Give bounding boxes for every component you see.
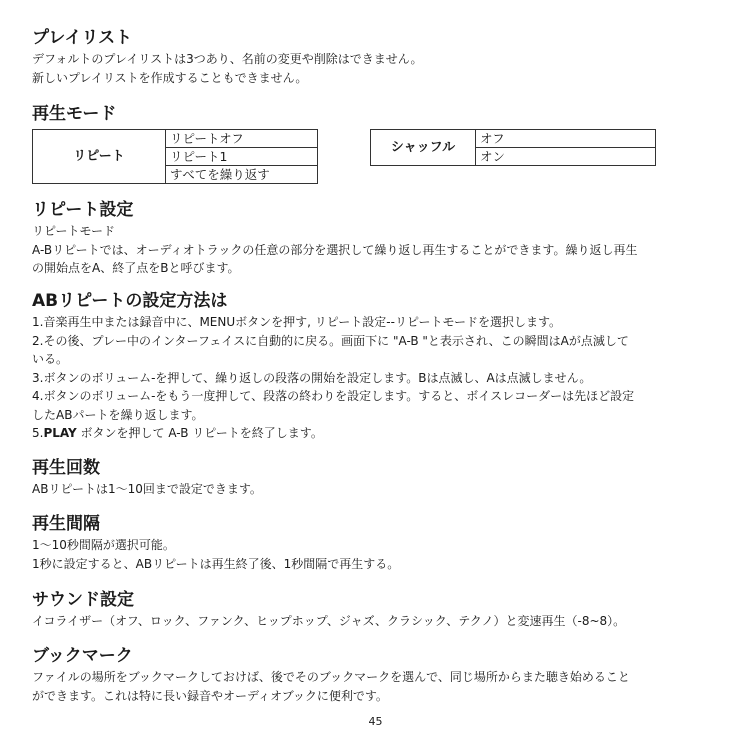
repeat-option-all: すべてを繰り返す bbox=[166, 166, 318, 184]
shuffle-option-on: オン bbox=[476, 148, 656, 166]
ab-howto-step-5 bbox=[32, 424, 727, 443]
ab-howto-step-2: 2.その後、プレー中のインターフェイスに自動的に戻る。画面下に "A-B "と表示され、この瞬間はAが点滅して bbox=[32, 333, 629, 348]
sound-settings-section bbox=[32, 588, 727, 631]
repeat-option-off: リピートオフ bbox=[166, 130, 318, 148]
sound-settings-line-1: イコライザー（オフ、ロック、ファンク、ヒップホップ、ジャズ、クラシック、テクノ）と変速再生（-8~8）。 bbox=[32, 614, 626, 628]
sound-settings-heading: サウンド設定 bbox=[32, 590, 134, 610]
repeat-option-one: リピート1 bbox=[166, 148, 318, 166]
play-interval-section bbox=[32, 512, 727, 573]
play-interval-line-2: 1秒に設定すると、ABリピートは再生終了後、1秒間隔で再生する。 bbox=[32, 556, 400, 571]
repeat-mode-table bbox=[32, 129, 318, 184]
shuffle-table-header: シャッフル bbox=[371, 130, 476, 166]
repeat-table-header: リピート bbox=[33, 130, 166, 184]
repeat-settings-line-1: リピートモード bbox=[32, 224, 116, 238]
bookmark-heading: ブックマーク bbox=[32, 646, 133, 666]
bookmark-line-2: ができます。これは特に長い録音やオーディオブックに便利です。 bbox=[32, 688, 388, 703]
ab-howto-step-4-cont: したABパートを繰り返します。 bbox=[32, 407, 204, 422]
repeat-settings-line-2: A-Bリピートでは、オーディオトラックの任意の部分を選択して繰り返し再生することができます。繰り返し再生 bbox=[32, 242, 638, 257]
play-interval-line-1: 1〜10秒間隔が選択可能。 bbox=[32, 538, 175, 552]
ab-howto-step-5-prefix: 5. bbox=[32, 426, 44, 440]
ab-howto-step-5-suffix: ボタンを押して A-B リピートを終了します。 bbox=[76, 426, 323, 440]
ab-howto-section bbox=[32, 289, 727, 443]
play-count-heading: 再生回数 bbox=[32, 458, 100, 478]
ab-howto-step-4: 4.ボタンのボリューム-をもう一度押して、段落の終わりを設定します。すると、ボイスレコーダーは先ほど設定 bbox=[32, 389, 635, 403]
ab-howto-step-2-cont: いる。 bbox=[32, 352, 69, 366]
bookmark-section bbox=[32, 644, 727, 705]
play-mode-heading: 再生モード bbox=[32, 104, 117, 124]
shuffle-mode-table bbox=[370, 129, 656, 166]
ab-howto-step-3: 3.ボタンのボリューム-を押して、繰り返しの段落の開始を設定します。Bは点滅し、Aは点滅しません。 bbox=[32, 370, 592, 385]
repeat-settings-section bbox=[32, 198, 727, 278]
bookmark-line-1: ファイルの場所をブックマークしておけば、後でそのブックマークを選んで、同じ場所からまた聴き始めること bbox=[32, 670, 630, 684]
playlist-section bbox=[32, 26, 727, 87]
play-count-line-1: ABリピートは1〜10回まで設定できます。 bbox=[32, 482, 262, 496]
playlist-heading: プレイリスト bbox=[32, 28, 133, 48]
repeat-settings-heading: リピート設定 bbox=[32, 200, 134, 220]
play-interval-heading: 再生間隔 bbox=[32, 514, 100, 534]
ab-howto-step-1: 1.音楽再生中または録音中に、MENUボタンを押す, リピート設定--リピートモードを選択します。 bbox=[32, 315, 562, 329]
repeat-settings-line-3: の開始点をA、終了点をBと呼びます。 bbox=[32, 261, 240, 275]
playlist-line-2: 新しいプレイリストを作成することもできません。 bbox=[32, 70, 308, 85]
ab-howto-heading: ABリピートの設定方法は bbox=[32, 291, 228, 311]
play-mode-section bbox=[32, 102, 727, 126]
playlist-line-1: デフォルトのプレイリストは3つあり、名前の変更や削除はできません。 bbox=[32, 52, 423, 66]
play-count-section bbox=[32, 456, 727, 499]
play-keyword: PLAY bbox=[43, 426, 77, 440]
page-number: 45 bbox=[368, 715, 383, 728]
shuffle-option-off: オフ bbox=[476, 130, 656, 148]
